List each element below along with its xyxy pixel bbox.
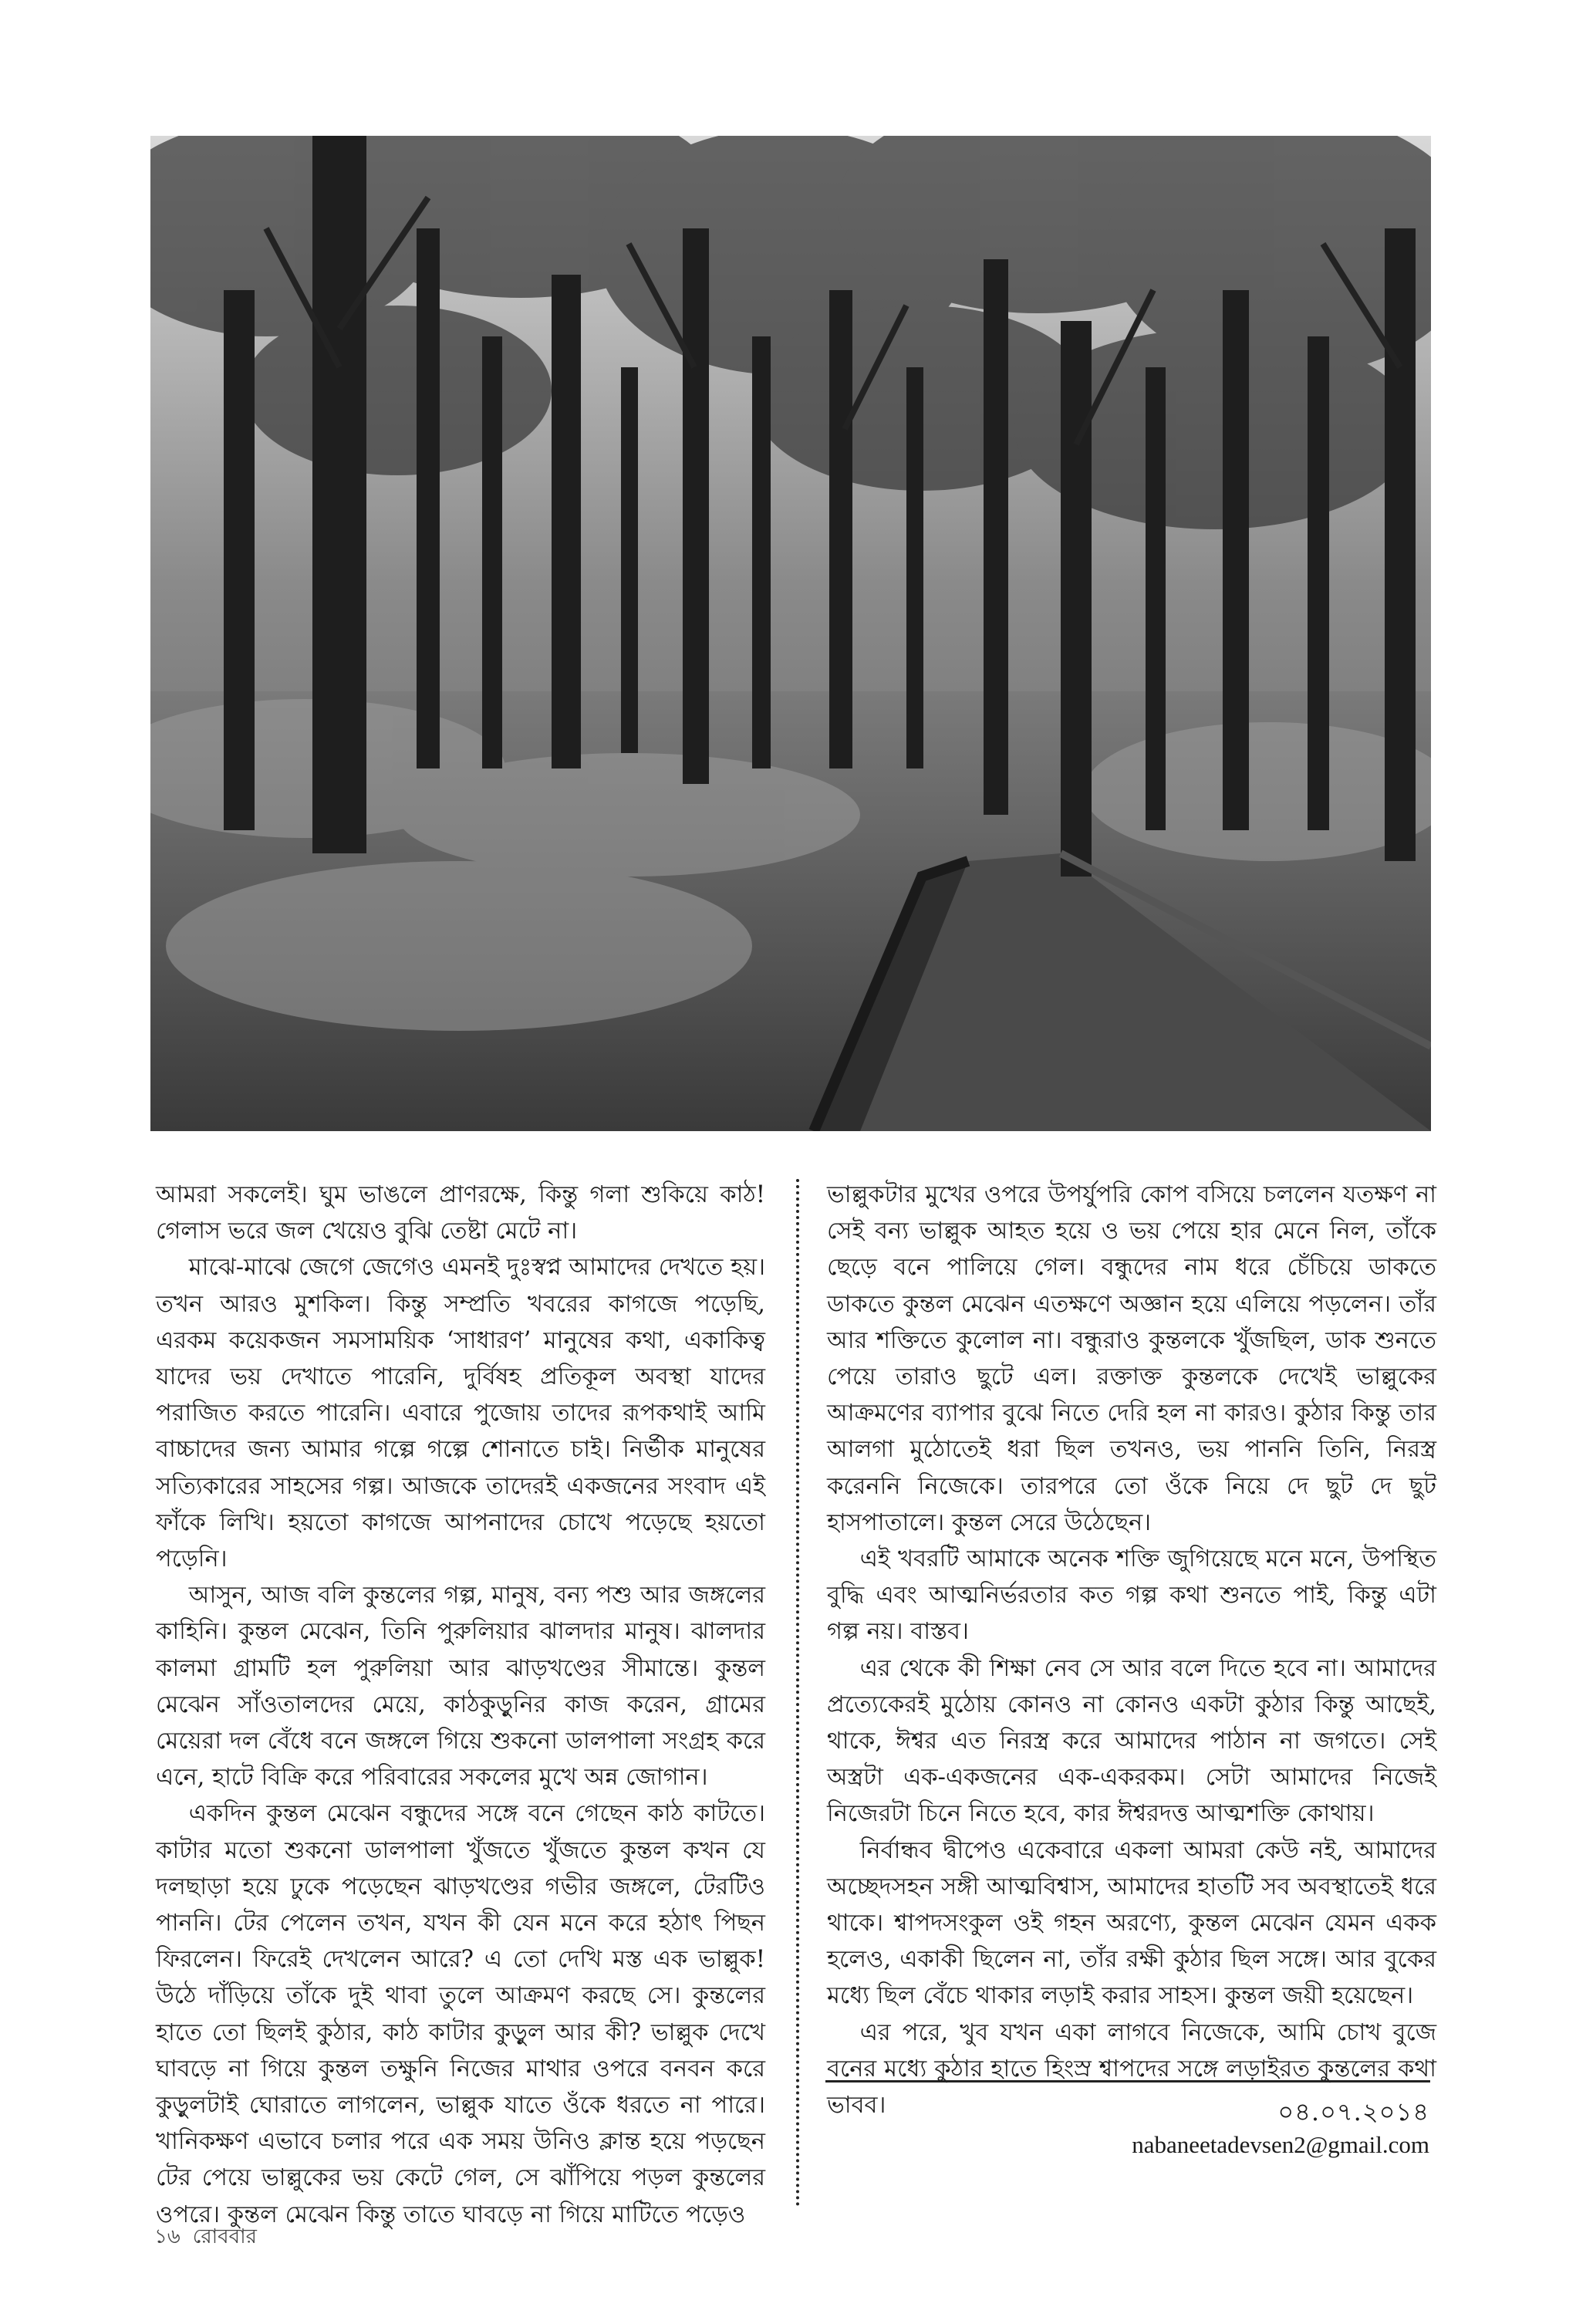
article-paragraph: এই খবরটি আমাকে অনেক শক্তি জুগিয়েছে মনে মনে, উপস্থিত বুদ্ধি এবং আত্মনির্ভরতার কত গল্প কথা শুনতে পাই, কিন্তু এটা গল্প নয়। বাস্তব। [827, 1545, 1436, 1646]
author-email[interactable]: nabaneetadevsen2@gmail.com [1132, 2131, 1429, 2158]
article-left-column [156, 1177, 765, 2233]
article-paragraph: একদিন কুন্তল মেঝেন বন্ধুদের সঙ্গে বনে গেছেন কাঠ কাটতে। কাটার মতো শুকনো ডালপালা খুঁজতে খুঁজতে কুন্তল কখন যে দলছাড়া হয়ে ঢুকে পড়েছেন ঝাড়খণ্ডের গভীর জঙ্গলে, টেরটিও পাননি। টের পেলেন তখন, যখন কী যেন মনে করে হঠাৎ পিছন ফিরলেন। ফিরেই দেখলেন আরে? এ তো দেখি মস্ত এক ভাল্লুক! উঠে দাঁড়িয়ে তাঁকে দুই থাবা তুলে আক্রমণ করছে সে। কুন্তলের হাতে তো ছিলই কুঠার, কাঠ কাটার কুড়ুল আর কী? ভাল্লুক দেখে ঘাবড়ে না গিয়ে কুন্তল তক্ষুনি নিজের মাথার ওপরে বনবন করে কুড়ুলটাই ঘোরাতে লাগলেন, ভাল্লুক যাতে ওঁকে ধরতে না পারে। খানিকক্ষণ এভাবে চলার পরে এক সময় উনিও ক্লান্ত হয়ে পড়ছেন টের পেয়ে ভাল্লুকের ভয় কেটে গেল, সে ঝাঁপিয়ে পড়ল কুন্তলের ওপরে। কুন্তল মেঝেন কিন্তু তাতে ঘাবড়ে না গিয়ে মাটিতে পড়েও [156, 1800, 765, 2228]
article-right-column [827, 1177, 1436, 2123]
article-paragraph: এর পরে, খুব যখন একা লাগবে নিজেকে, আমি চোখ বুজে বনের মধ্যে কুঠার হাতে হিংস্র শ্বাপদের সঙ্গে লড়াইরত কুন্তলের কথা ভাবব। [827, 2018, 1436, 2120]
forest-path-photo-icon [150, 136, 1431, 1131]
page-number: ১৬ [154, 2225, 181, 2248]
magazine-name: রোববার [192, 2225, 257, 2248]
article-date: ০৪.০৭.২০১৪ [1277, 2097, 1429, 2126]
column-divider [796, 1179, 799, 2207]
forest-photo [150, 136, 1431, 1131]
article-paragraph: মাঝে-মাঝে জেগে জেগেও এমনই দুঃস্বপ্ন আমাদের দেখতে হয়। তখন আরও মুশকিল। কিন্তু সম্প্রতি খবরের কাগজে পড়েছি, এরকম কয়েকজন সমসাময়িক ‘সাধারণ’ মানুষের কথা, একাকিত্ব যাদের ভয় দেখাতে পারেনি, দুর্বিষহ প্রতিকূল অবস্থা যাদের পরাজিত করতে পারেনি। এবারে পুজোয় তাদের রূপকথাই আমি বাচ্চাদের জন্য আমার গল্পে গল্পে শোনাতে চাই। নির্ভীক মানুষের সত্যিকারের সাহসের গল্প। আজকে তাদেরই একজনের সংবাদ এই ফাঁকে লিখি। হয়তো কাগজে আপনাদের চোখে পড়েছে হয়তো পড়েনি। [156, 1254, 765, 1573]
article-paragraph: নির্বান্ধব দ্বীপেও একেবারে একলা আমরা কেউ নই, আমাদের অচ্ছেদসহন সঙ্গী আত্মবিশ্বাস, আমাদের হাতটি সব অবস্থাতেই ধরে থাকে। শ্বাপদসংকুল ওই গহন অরণ্যে, কুন্তল মেঝেন যেমন একক হলেও, একাকী ছিলেন না, তাঁর রক্ষী কুঠার ছিল সঙ্গে। আর বুকের মধ্যে ছিল বেঁচে থাকার লড়াই করার সাহস। কুন্তল জয়ী হয়েছেন। [827, 1836, 1436, 2010]
article-paragraph: আসুন, আজ বলি কুন্তলের গল্প, মানুষ, বন্য পশু আর জঙ্গলের কাহিনি। কুন্তল মেঝেন, তিনি পুরুলিয়ার ঝালদার মানুষ। ঝালদার কালমা গ্রামটি হল পুরুলিয়া আর ঝাড়খণ্ডের সীমান্তে। কুন্তল মেঝেন সাঁওতালদের মেয়ে, কাঠকুড়ুনির কাজ করেন, গ্রামের মেয়েরা দল বেঁধে বনে জঙ্গলে গিয়ে শুকনো ডালপালা সংগ্রহ করে এনে, হাটে বিক্রি করে পরিবারের সকলের মুখে অন্ন জোগান। [156, 1582, 765, 1792]
article-paragraph: ভাল্লুকটার মুখের ওপরে উপর্যুপরি কোপ বসিয়ে চললেন যতক্ষণ না সেই বন্য ভাল্লুক আহত হয়ে ও ভয় পেয়ে হার মেনে নিল, তাঁকে ছেড়ে বনে পালিয়ে গেল। বন্ধুদের নাম ধরে চেঁচিয়ে ডাকতে ডাকতে কুন্তল মেঝেন এতক্ষণে অজ্ঞান হয়ে এলিয়ে পড়লেন। তাঁর আর শক্তিতে কুলোল না। বন্ধুরাও কুন্তলকে খুঁজছিল, ডাক শুনতে পেয়ে তারাও ছুটে এল। রক্তাক্ত কুন্তলকে দেখেই ভাল্লুকের আক্রমণের ব্যাপার বুঝে নিতে দেরি হল না কারও। কুঠার কিন্তু তার আলগা মুঠোতেই ধরা ছিল তখনও, ভয় পাননি তিনি, নিরস্ত্র করেননি নিজেকে। তারপরে তো ওঁকে নিয়ে দে ছুট দে ছুট হাসপাতালে। কুন্তল সেরে উঠেছেন। [827, 1181, 1436, 1536]
page-footer [154, 2221, 257, 2255]
article-paragraph: এর থেকে কী শিক্ষা নেব সে আর বলে দিতে হবে না। আমাদের প্রত্যেকেরই মুঠোয় কোনও না কোনও একটা কুঠার কিন্তু আছেই, থাকে, ঈশ্বর এত নিরস্ত্র করে আমাদের পাঠান না জগতে। সেই অস্ত্রটা এক-একজনের এক-একরকম। সেটা আমাদের নিজেই নিজেরটা চিনে নিতে হবে, কার ঈশ্বরদত্ত আত্মশক্তি কোথায়। [827, 1654, 1436, 1828]
article-paragraph: আমরা সকলেই। ঘুম ভাঙলে প্রাণরক্ষে, কিন্তু গলা শুকিয়ে কাঠ! গেলাস ভরে জল খেয়েও বুঝি তেষ্টা মেটে না। [156, 1181, 765, 1245]
signature-rule [825, 2080, 1430, 2082]
